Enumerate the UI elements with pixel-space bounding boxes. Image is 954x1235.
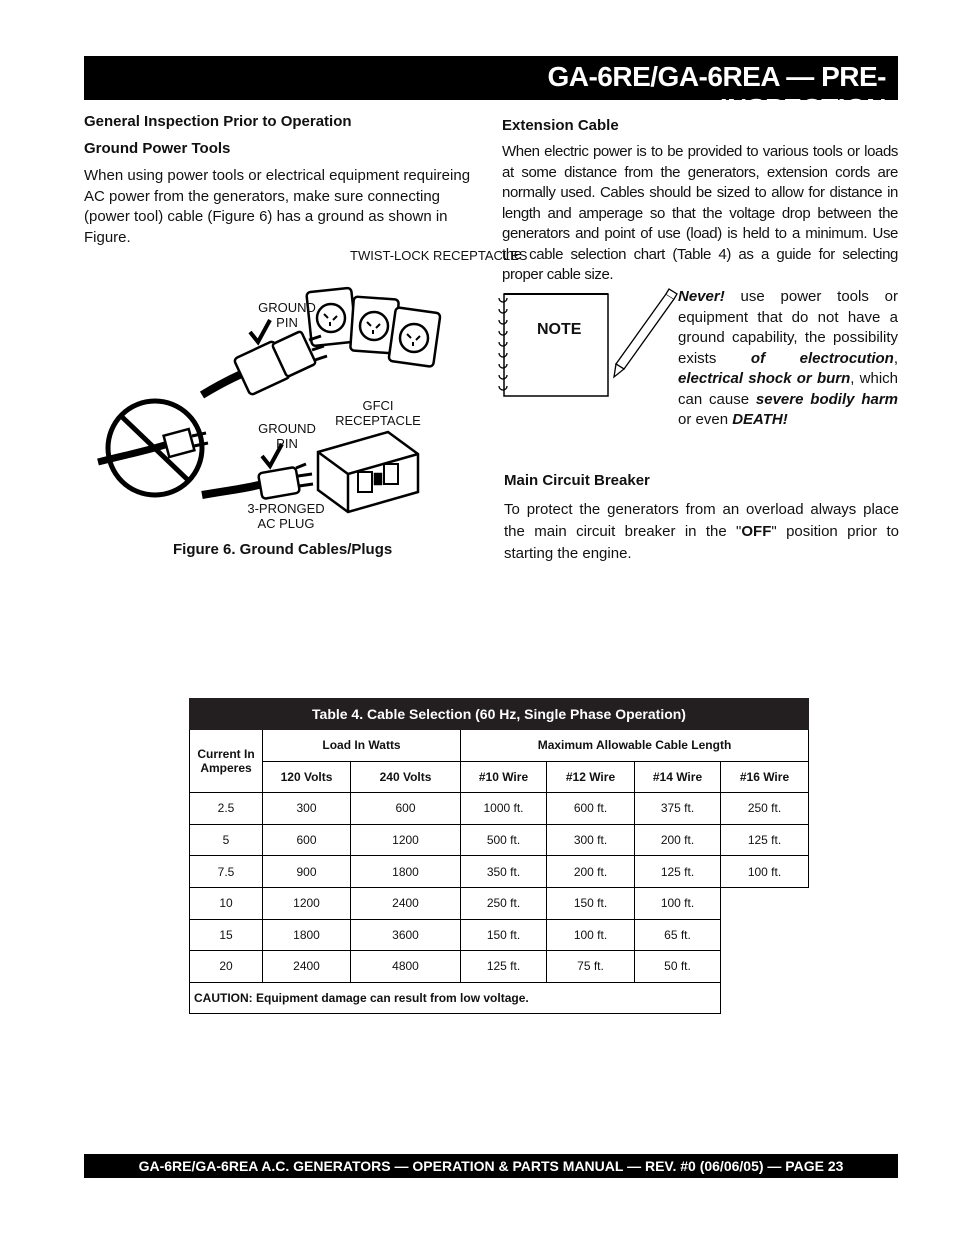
table-cell: 200 ft. (635, 824, 721, 856)
figure-label-ground-pin-top: GROUND PIN (258, 300, 316, 330)
table-cell: 200 ft. (547, 856, 635, 888)
table-cell-empty (721, 951, 809, 983)
extension-cable-paragraph: When electric power is to be provided to various tools or loads at some distance from the generators, extension cords are normally used. Cables should be sized to allow for distance in length and amperage so that the voltage drop between the generators and point of use (load) is held to a minimum. Use the cable selection chart (Table 4) as a guide for selecting proper cable size. (502, 143, 898, 283)
notebook-pencil-icon (496, 286, 676, 402)
twist-lock-plug (202, 331, 327, 395)
table-cell: 150 ft. (547, 887, 635, 919)
sub-header: #12 Wire (547, 761, 635, 793)
prohibited-plug (98, 401, 208, 495)
warning-text-1: use power tools or equipment that do not have a ground capability, the possibility exists (678, 288, 898, 367)
figure-caption: Figure 6. Ground Cables/Plugs (173, 541, 393, 558)
table-title: Table 4. Cable Selection (60 Hz, Single Phase Operation) (190, 699, 809, 730)
table-cell: 300 (263, 793, 351, 825)
table-cell: 2400 (351, 887, 461, 919)
warning-emphasis-1: of electrocution (750, 349, 894, 367)
table-cell: 125 ft. (721, 824, 809, 856)
page-title-overflow: INSPECTION (719, 93, 886, 124)
table-cell: 2.5 (190, 793, 263, 825)
table-cell: 600 ft. (547, 793, 635, 825)
figure-label-ground-pin-bottom: GROUND PIN (258, 421, 316, 451)
page-title: GA-6RE/GA-6REA — PRE- (547, 61, 886, 92)
col-header-load: Load In Watts (263, 730, 461, 762)
section-heading-extension-cable: Extension Cable (502, 117, 619, 134)
section-heading-general-inspection: General Inspection Prior to Operation (84, 113, 352, 130)
mcb-text-1: To protect the generators from an overload always place the main circuit breaker in the " (504, 501, 899, 540)
sub-header: #16 Wire (721, 761, 809, 793)
mcb-off: OFF (741, 523, 772, 540)
section-heading-ground-power-tools: Ground Power Tools (84, 140, 231, 157)
table-cell: 20 (190, 951, 263, 983)
table-row (190, 856, 809, 888)
col-header-max-length: Maximum Allowable Cable Length (461, 730, 809, 762)
sub-header: 120 Volts (263, 761, 351, 793)
table-cell: 250 ft. (461, 887, 547, 919)
table-row (190, 793, 809, 825)
table-cell: 1800 (351, 856, 461, 888)
table-cell: 10 (190, 887, 263, 919)
section-heading-main-circuit-breaker: Main Circuit Breaker (504, 472, 650, 489)
table-cell: 75 ft. (547, 951, 635, 983)
table-cell: 1200 (351, 824, 461, 856)
main-circuit-breaker-paragraph (504, 499, 899, 565)
warning-emphasis-3: severe bodily harm (755, 390, 898, 408)
table-cell: 600 (263, 824, 351, 856)
sub-header: #10 Wire (461, 761, 547, 793)
table-cell: 2400 (263, 951, 351, 983)
table-cell-empty (721, 887, 809, 919)
table-cell: 1000 ft. (461, 793, 547, 825)
figure-label-gfci: GFCI RECEPTACLE (335, 398, 421, 428)
table-cell: 65 ft. (635, 919, 721, 951)
mcb-text-2: " position prior to starting the engine. (504, 523, 900, 562)
table-caution: CAUTION: Equipment damage can result from low voltage. (190, 982, 721, 1014)
table-cell: 350 ft. (461, 856, 547, 888)
note-label: NOTE (537, 321, 582, 338)
table-cell-empty (721, 982, 809, 1014)
table-caution-row (190, 982, 809, 1014)
warning-text-4: or even (678, 411, 733, 428)
table-cell: 1800 (263, 919, 351, 951)
table-cell: 100 ft. (721, 856, 809, 888)
table-cell: 250 ft. (721, 793, 809, 825)
cable-selection-table (189, 698, 809, 1014)
table-row (190, 951, 809, 983)
figure-label-ac-plug: 3-PRONGED AC PLUG (247, 501, 325, 531)
table-cell: 100 ft. (635, 887, 721, 919)
three-prong-plug (202, 464, 313, 499)
table-cell-empty (721, 919, 809, 951)
table-cell: 7.5 (190, 856, 263, 888)
table-row (190, 824, 809, 856)
table-cell: 600 (351, 793, 461, 825)
table-cell: 3600 (351, 919, 461, 951)
table-cell: 150 ft. (461, 919, 547, 951)
table-cell: 1200 (263, 887, 351, 919)
ground-cables-figure (90, 240, 470, 540)
gfci-receptacle (318, 432, 418, 512)
table-row (190, 887, 809, 919)
table-row (190, 919, 809, 951)
warning-text-2: , (893, 349, 898, 367)
table-cell: 300 ft. (547, 824, 635, 856)
table-cell: 500 ft. (461, 824, 547, 856)
warning-emphasis-4: DEATH! (732, 411, 788, 428)
sub-header: 240 Volts (351, 761, 461, 793)
table-cell: 4800 (351, 951, 461, 983)
col-header-current: Current In Amperes (190, 730, 263, 793)
table-cell: 125 ft. (635, 856, 721, 888)
sub-header: #14 Wire (635, 761, 721, 793)
ground-power-tools-paragraph: When using power tools or electrical equipment requireing AC power from the generators, make sure connecting (power tool) cable (Figure 6) has a ground as shown in Figure. (84, 167, 471, 246)
table-cell: 125 ft. (461, 951, 547, 983)
table-cell: 5 (190, 824, 263, 856)
warning-text-3: , which can cause (678, 370, 899, 408)
warning-note (678, 287, 898, 431)
table-cell: 100 ft. (547, 919, 635, 951)
warning-never: Never! (678, 288, 725, 305)
page-footer: GA-6RE/GA-6REA A.C. GENERATORS — OPERATION & PARTS MANUAL — REV. #0 (06/06/05) — PAGE 23 (84, 1154, 898, 1178)
table-cell: 375 ft. (635, 793, 721, 825)
table-cell: 900 (263, 856, 351, 888)
warning-emphasis-2: electrical shock or burn (678, 370, 851, 387)
figure-label-twist-lock: TWIST-LOCK RECEPTACLES (350, 248, 528, 263)
table-cell: 15 (190, 919, 263, 951)
table-cell: 50 ft. (635, 951, 721, 983)
